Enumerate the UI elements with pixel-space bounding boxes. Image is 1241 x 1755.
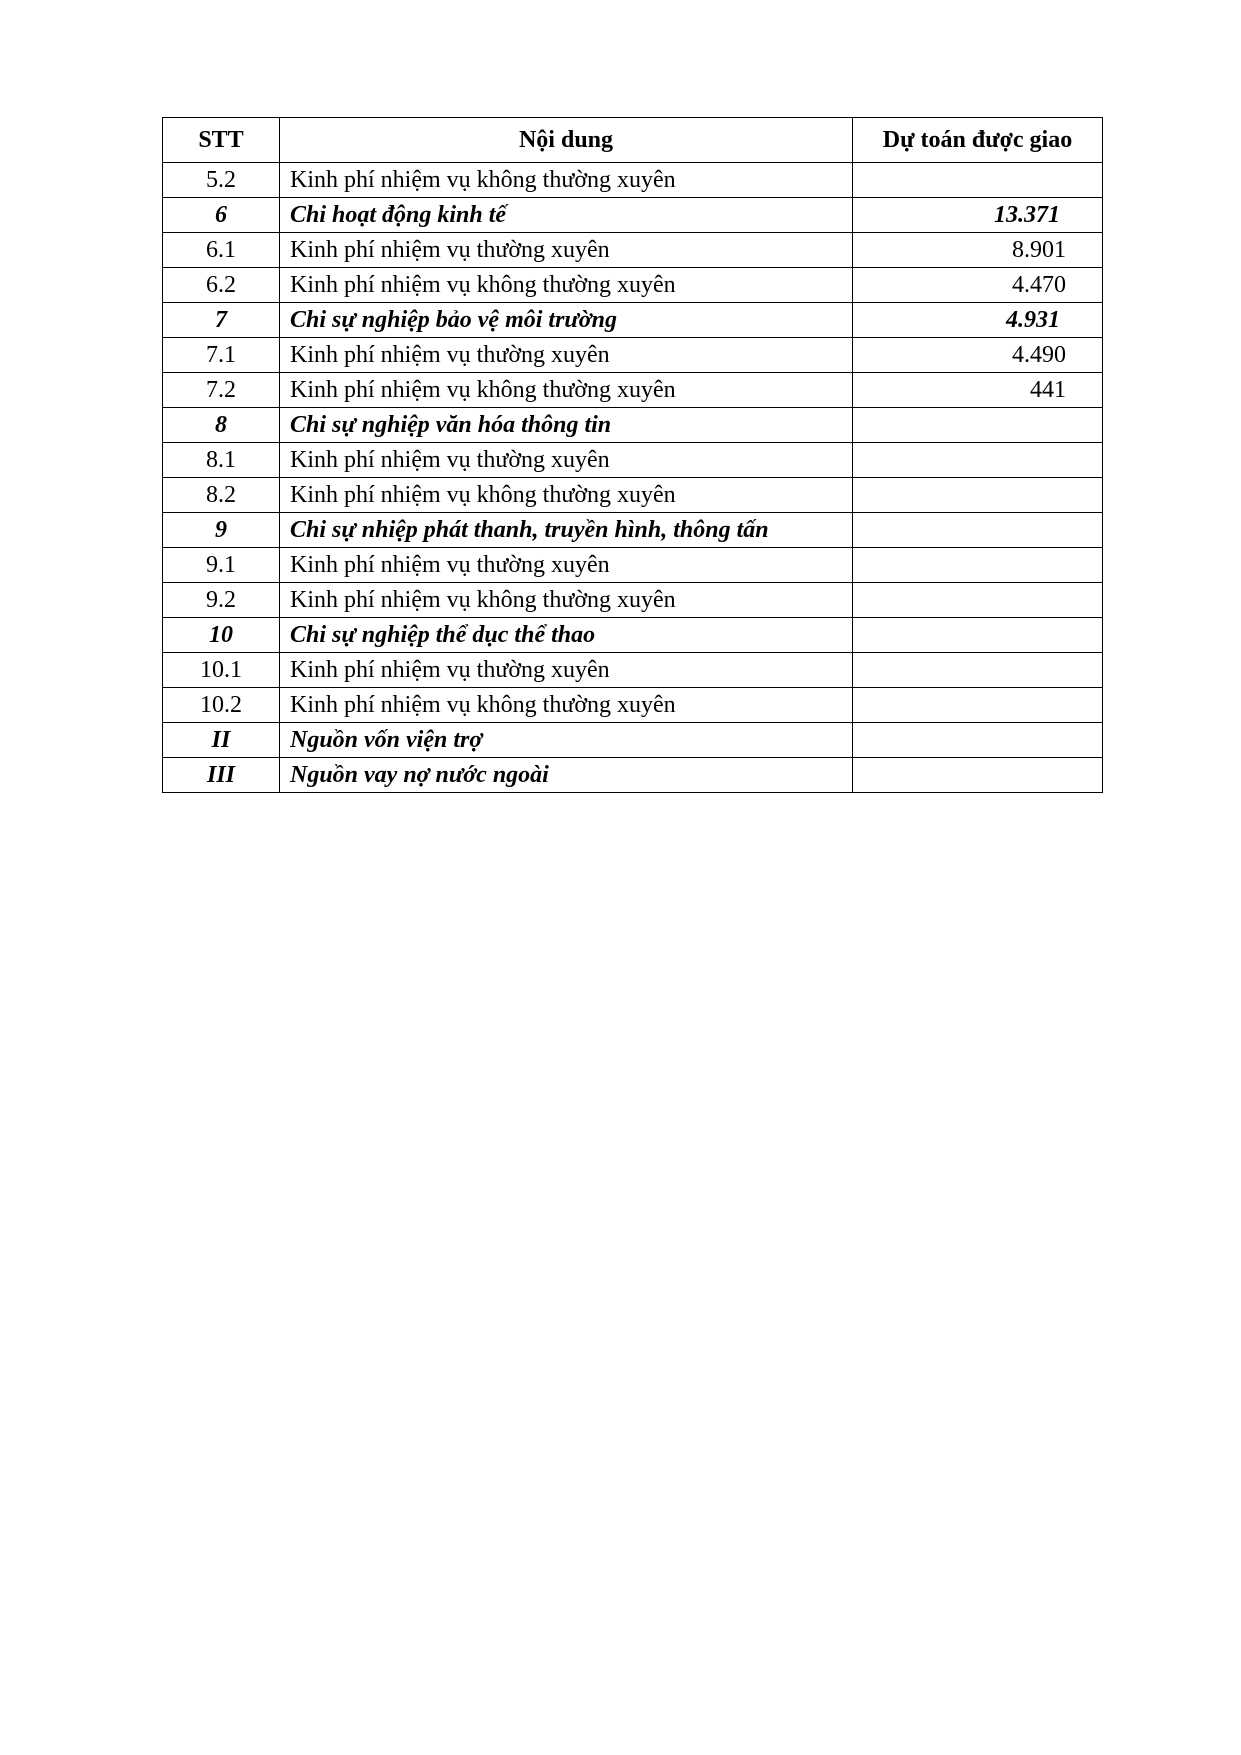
row-content: Kinh phí nhiệm vụ không thường xuyên: [280, 163, 853, 198]
header-amount: Dự toán được giao: [853, 118, 1103, 163]
row-amount: 4.931: [853, 303, 1103, 338]
row-stt: 7.1: [163, 338, 280, 373]
table-row: [163, 618, 1103, 653]
row-stt: 5.2: [163, 163, 280, 198]
row-content: Kinh phí nhiệm vụ thường xuyên: [280, 548, 853, 583]
table-row: [163, 373, 1103, 408]
row-content: Nguồn vay nợ nước ngoài: [280, 758, 853, 793]
row-content: Chi hoạt động kinh tế: [280, 198, 853, 233]
table-row: [163, 338, 1103, 373]
row-amount: [853, 583, 1103, 618]
row-stt: II: [163, 723, 280, 758]
row-amount: [853, 758, 1103, 793]
table-row: [163, 513, 1103, 548]
table-row: [163, 233, 1103, 268]
table-row: [163, 653, 1103, 688]
row-stt: 8.2: [163, 478, 280, 513]
row-content: Chi sự nghiệp bảo vệ môi trường: [280, 303, 853, 338]
row-amount: [853, 408, 1103, 443]
row-stt: 8.1: [163, 443, 280, 478]
budget-table: [162, 117, 1103, 793]
row-amount: [853, 443, 1103, 478]
row-stt: 6.1: [163, 233, 280, 268]
row-stt: 6.2: [163, 268, 280, 303]
row-stt: 9.1: [163, 548, 280, 583]
row-amount: [853, 548, 1103, 583]
row-content: Chi sự nghiệp văn hóa thông tin: [280, 408, 853, 443]
table-row: [163, 478, 1103, 513]
table-row: [163, 758, 1103, 793]
row-stt: 9.2: [163, 583, 280, 618]
table-row: [163, 303, 1103, 338]
row-stt: III: [163, 758, 280, 793]
row-amount: 8.901: [853, 233, 1103, 268]
row-amount: [853, 618, 1103, 653]
table-row: [163, 198, 1103, 233]
row-amount: [853, 513, 1103, 548]
row-content: Kinh phí nhiệm vụ không thường xuyên: [280, 583, 853, 618]
row-stt: 9: [163, 513, 280, 548]
row-amount: [853, 163, 1103, 198]
table-row: [163, 443, 1103, 478]
table-row: [163, 408, 1103, 443]
row-stt: 10.2: [163, 688, 280, 723]
table-row: [163, 688, 1103, 723]
row-amount: 441: [853, 373, 1103, 408]
table-row: [163, 723, 1103, 758]
row-content: Nguồn vốn viện trợ: [280, 723, 853, 758]
row-stt: 7.2: [163, 373, 280, 408]
row-stt: 10.1: [163, 653, 280, 688]
row-stt: 10: [163, 618, 280, 653]
row-stt: 6: [163, 198, 280, 233]
table-row: [163, 163, 1103, 198]
row-content: Kinh phí nhiệm vụ không thường xuyên: [280, 478, 853, 513]
row-content: Kinh phí nhiệm vụ thường xuyên: [280, 653, 853, 688]
table-row: [163, 583, 1103, 618]
row-content: Kinh phí nhiệm vụ thường xuyên: [280, 338, 853, 373]
row-amount: [853, 478, 1103, 513]
row-amount: 4.470: [853, 268, 1103, 303]
table-row: [163, 548, 1103, 583]
row-content: Chi sự nhiệp phát thanh, truyền hình, thông tấn: [280, 513, 853, 548]
row-amount: [853, 723, 1103, 758]
row-amount: 13.371: [853, 198, 1103, 233]
row-content: Kinh phí nhiệm vụ không thường xuyên: [280, 268, 853, 303]
table-body: [163, 163, 1103, 793]
header-content: Nội dung: [280, 118, 853, 163]
row-amount: [853, 688, 1103, 723]
row-content: Kinh phí nhiệm vụ không thường xuyên: [280, 688, 853, 723]
row-content: Kinh phí nhiệm vụ thường xuyên: [280, 443, 853, 478]
table-header-row: [163, 118, 1103, 163]
row-content: Kinh phí nhiệm vụ thường xuyên: [280, 233, 853, 268]
row-content: Chi sự nghiệp thể dục thể thao: [280, 618, 853, 653]
row-stt: 8: [163, 408, 280, 443]
row-amount: 4.490: [853, 338, 1103, 373]
row-content: Kinh phí nhiệm vụ không thường xuyên: [280, 373, 853, 408]
table-row: [163, 268, 1103, 303]
row-stt: 7: [163, 303, 280, 338]
header-stt: STT: [163, 118, 280, 163]
row-amount: [853, 653, 1103, 688]
